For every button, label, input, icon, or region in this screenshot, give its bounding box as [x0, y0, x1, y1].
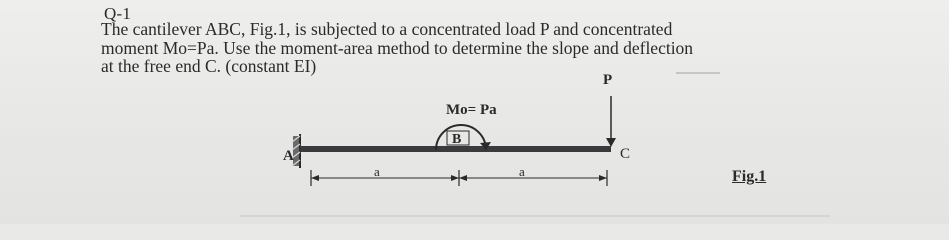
- problem-line-3: at the free end C. (constant EI): [101, 56, 317, 76]
- span-bc-label: a: [519, 164, 525, 179]
- label-b: B: [452, 132, 462, 147]
- label-a: A: [283, 148, 294, 164]
- dimension-line: [311, 170, 607, 186]
- load-arrowhead: [606, 138, 616, 147]
- moment-label: Mo= Pa: [446, 102, 497, 118]
- problem-line-2: moment Mo=Pa. Use the moment-area method to determine the slope and deflection: [101, 37, 694, 58]
- span-ab-label: a: [374, 164, 380, 179]
- figure-caption: Fig.1: [732, 168, 767, 185]
- load-label: P: [603, 72, 613, 88]
- question-number: Q-1: [104, 4, 132, 23]
- label-c: C: [620, 146, 631, 162]
- problem-line-1: The cantilever ABC, Fig.1, is subjected to a concentrated load P and concentrated: [101, 19, 673, 39]
